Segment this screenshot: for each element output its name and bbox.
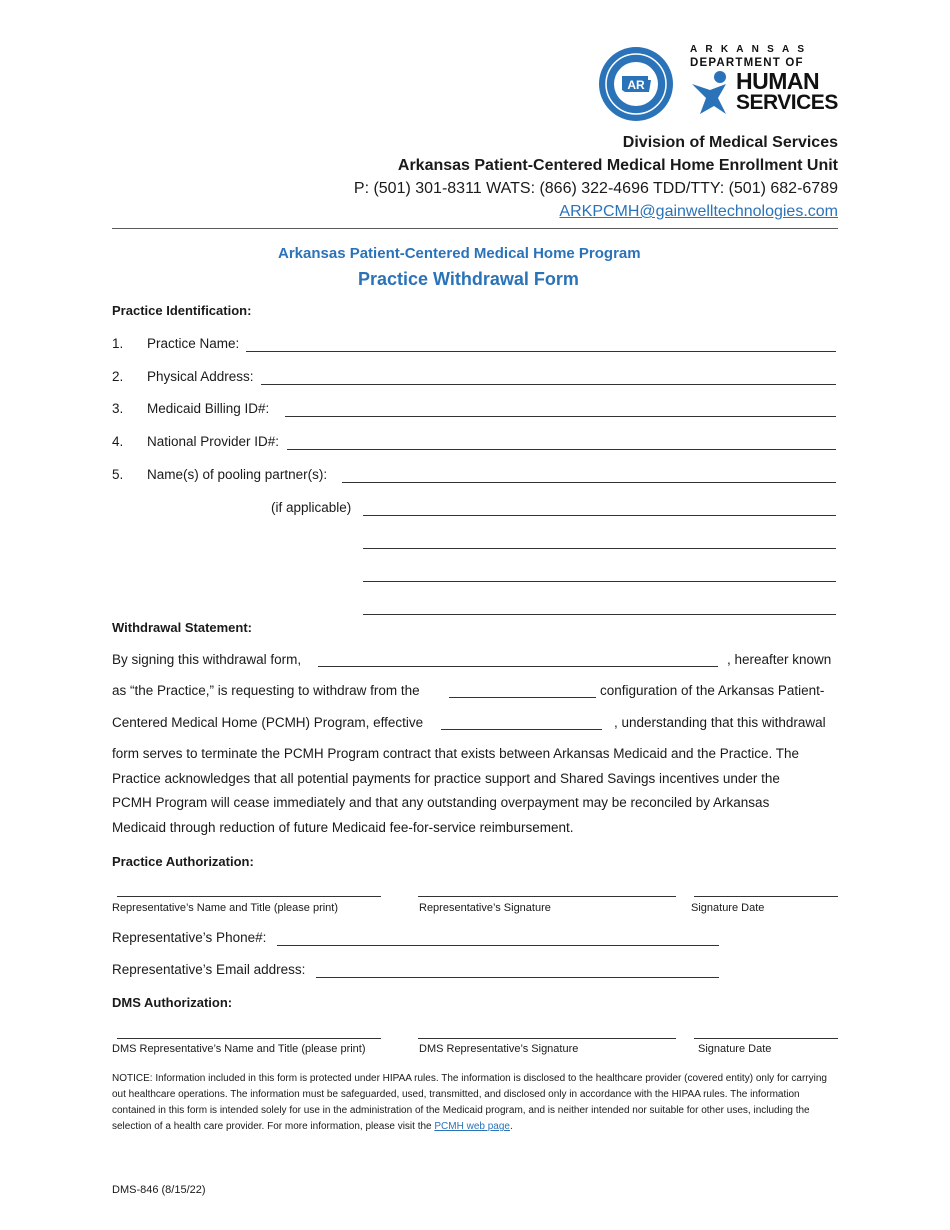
withdrawal-line-2-start: as “the Practice,” is requesting to withdraw from the: [112, 683, 420, 698]
rep-date-input[interactable]: [694, 896, 838, 897]
field-number: 1.: [112, 336, 124, 351]
division-title: Division of Medical Services: [622, 134, 838, 151]
dms-auth-heading: DMS Authorization:: [112, 995, 233, 1010]
contact-email-link[interactable]: ARKPCMH@gainwelltechnologies.com: [559, 203, 838, 220]
dhs-figure-icon: [690, 70, 734, 116]
npi-input[interactable]: [287, 449, 836, 450]
if-applicable-label: (if applicable): [271, 500, 352, 515]
dms-rep-signature-caption: DMS Representative’s Signature: [419, 1043, 579, 1055]
field-number: 5.: [112, 467, 124, 482]
notice-end: .: [509, 1121, 513, 1132]
identification-heading: Practice Identification:: [112, 303, 252, 318]
medicaid-billing-id-label: Medicaid Billing ID#:: [147, 401, 270, 416]
form-title: Practice Withdrawal Form: [358, 269, 579, 289]
contact-phones: P: (501) 301-8311 WATS: (866) 322-4696 TDD/TTY: (501) 682-6789: [353, 180, 838, 197]
physical-address-input[interactable]: [261, 384, 836, 385]
dms-rep-signature-input[interactable]: [418, 1038, 676, 1039]
logo-line-department: DEPARTMENT OF: [690, 57, 804, 69]
npi-label: National Provider ID#:: [147, 434, 280, 449]
field-number: 2.: [112, 369, 124, 384]
rep-signature-caption: Representative’s Signature: [419, 902, 551, 914]
dms-rep-date-input[interactable]: [694, 1038, 838, 1039]
rep-signature-input[interactable]: [418, 896, 676, 897]
dms-rep-name-input[interactable]: [117, 1038, 381, 1039]
practice-name-label: Practice Name:: [147, 336, 240, 351]
program-title: Arkansas Patient-Centered Medical Home Program: [278, 245, 641, 262]
pooling-partner-input[interactable]: [342, 482, 836, 483]
rep-email-input[interactable]: [316, 977, 719, 978]
notice-text: NOTICE: Information included in this form is protected under HIPAA rules. The information is disclosed to the healthcare provider (covered entity) only for carrying out healthcare operations. The information must be safeguarded, used, transmitted, and disclosed only in accordance with the HIPAA rules. The information contained in this form is intended solely for use in the administration of the Medicaid program, and is neither intended nor suitable for other uses, including the selection of a health care provider. For more information, please visit the: [112, 1073, 827, 1132]
rep-email-label: Representative’s Email address:: [112, 962, 306, 977]
practice-auth-heading: Practice Authorization:: [112, 854, 254, 869]
pooling-partner-input[interactable]: [363, 515, 836, 516]
pooling-partners-label: Name(s) of pooling partner(s):: [147, 467, 328, 482]
dms-rep-name-caption: DMS Representative’s Name and Title (please print): [112, 1043, 366, 1055]
withdrawal-paragraph-line: form serves to terminate the PCMH Program contract that exists between Arkansas Medicaid and the Practice. The: [112, 746, 800, 761]
medicaid-billing-id-input[interactable]: [285, 416, 836, 417]
effective-date-input[interactable]: [441, 729, 602, 730]
rep-name-caption: Representative’s Name and Title (please print): [112, 902, 339, 914]
configuration-input[interactable]: [449, 697, 596, 698]
withdrawal-line-1-start: By signing this withdrawal form,: [112, 652, 302, 667]
pooling-partner-input[interactable]: [363, 581, 836, 582]
logo-line-services: SERVICES: [736, 91, 838, 114]
rep-phone-input[interactable]: [277, 945, 719, 946]
pcmh-web-page-link[interactable]: PCMH web page: [434, 1121, 510, 1132]
withdrawal-paragraph-line: PCMH Program will cease immediately and that any outstanding overpayment may be reconciled by Arkansas: [112, 795, 770, 810]
withdrawal-heading: Withdrawal Statement:: [112, 620, 253, 635]
withdrawal-paragraph-line: Medicaid through reduction of future Medicaid fee-for-service reimbursement.: [112, 820, 574, 835]
physical-address-label: Physical Address:: [147, 369, 254, 384]
pooling-partner-input[interactable]: [363, 548, 836, 549]
unit-title: Arkansas Patient-Centered Medical Home Enrollment Unit: [397, 157, 838, 174]
withdrawal-line-1-end: , hereafter known: [727, 652, 832, 667]
hipaa-notice: [112, 1071, 838, 1135]
dms-rep-date-caption: Signature Date: [698, 1043, 772, 1055]
withdrawal-line-3-end: , understanding that this withdrawal: [614, 715, 826, 730]
practice-name-statement-input[interactable]: [318, 666, 718, 667]
rep-name-input[interactable]: [117, 896, 381, 897]
header-divider: [112, 228, 838, 229]
pooling-partner-input[interactable]: [363, 614, 836, 615]
withdrawal-line-2-end: configuration of the Arkansas Patient-: [600, 683, 825, 698]
dhs-logo: [690, 44, 840, 116]
field-number: 4.: [112, 434, 124, 449]
field-number: 3.: [112, 401, 124, 416]
withdrawal-paragraph-line: Practice acknowledges that all potential payments for practice support and Shared Savings incentives under the: [112, 771, 780, 786]
practice-name-input[interactable]: [246, 351, 836, 352]
form-id: DMS-846 (8/15/22): [112, 1184, 206, 1196]
logo-line-arkansas: ARKANSAS: [690, 44, 813, 55]
svg-text:AR: AR: [627, 78, 645, 92]
rep-phone-label: Representative’s Phone#:: [112, 930, 267, 945]
withdrawal-line-3-start: Centered Medical Home (PCMH) Program, effective: [112, 715, 424, 730]
logo-line-human: HUMAN: [736, 68, 820, 94]
ar-dhs-seal-icon: [598, 46, 674, 122]
rep-date-caption: Signature Date: [691, 902, 765, 914]
